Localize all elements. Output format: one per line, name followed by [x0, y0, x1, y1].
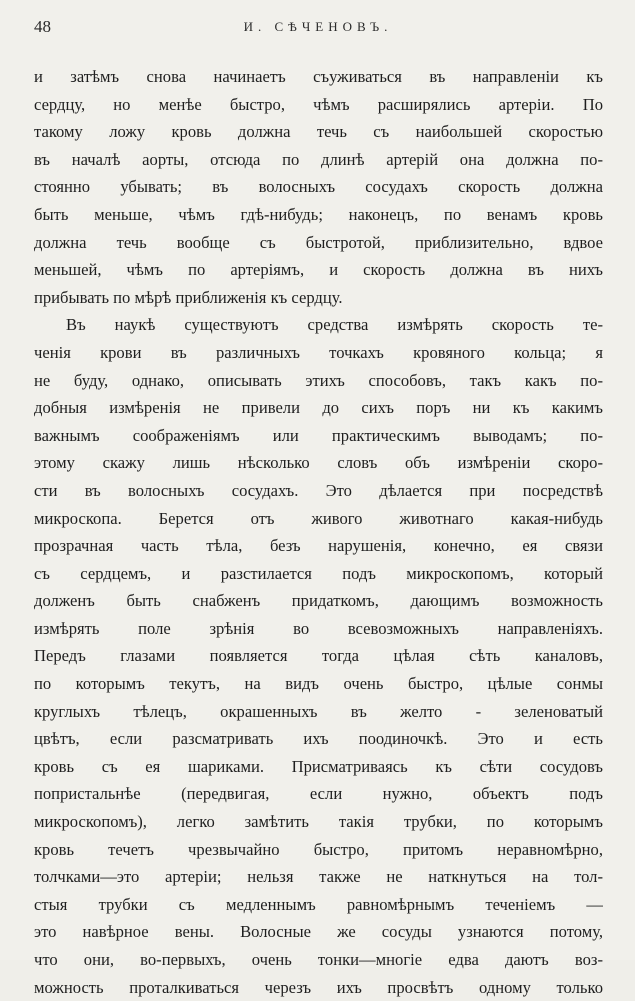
text-line: съ сердцемъ, и разстилается подъ микроскопомъ, который	[34, 563, 603, 583]
text-line: и затѣмъ снова начинаетъ съуживаться въ направленіи къ	[34, 67, 603, 86]
body-text	[34, 63, 603, 1001]
text-line: ченія крови въ различныхъ точкахъ кровяного кольца; я	[34, 342, 603, 362]
text-line: это навѣрное вены. Волосные же сосуды узнаются потому,	[34, 922, 603, 942]
text-line: круглыхъ тѣлецъ, окрашенныхъ въ желто - зеленоватый	[34, 701, 603, 721]
text-line: не буду, однако, описывать этихъ способовъ, такъ какъ по-	[34, 370, 603, 390]
text-line: стоянно убывать; въ волосныхъ сосудахъ скорость должна	[34, 177, 603, 197]
page-number: 48	[34, 17, 51, 36]
text-line: сти въ волосныхъ сосудахъ. Это дѣлается при посредствѣ	[34, 480, 603, 500]
text-line: Передъ глазами появляется тогда цѣлая сѣть каналовъ,	[34, 646, 603, 666]
text-line: кровь течетъ чрезвычайно быстро, притомъ неравномѣрно,	[34, 839, 603, 859]
running-head-author: И. СѢЧЕНОВЪ.	[243, 19, 393, 34]
text-line: кровь съ ея шариками. Присматриваясь къ сѣти сосудовъ	[34, 756, 603, 776]
text-line: сердцу, но менѣе быстро, чѣмъ расширялись артеріи. По	[34, 94, 603, 114]
text-line: что они, во-первыхъ, очень тонки—многіе едва даютъ воз-	[34, 950, 603, 969]
text-line: цвѣтъ, если разсматривать ихъ поодиночкѣ. Это и есть	[34, 729, 603, 749]
text-line: меньшей, чѣмъ по артеріямъ, и скорость должна въ нихъ	[34, 260, 603, 280]
text-line: быть меньше, чѣмъ гдѣ-нибудь; наконецъ, по венамъ кровь	[34, 204, 603, 224]
text-line: этому скажу лишь нѣсколько словъ объ измѣреніи скоро-	[34, 453, 603, 473]
text-line: попристальнѣе (передвигая, если нужно, объектъ подъ	[34, 784, 603, 804]
text-line: долженъ быть снабженъ придаткомъ, дающимъ возможность	[34, 591, 603, 611]
text-line: можность проталкиваться черезъ ихъ просвѣтъ одному только	[34, 977, 603, 997]
text-line: толчками—это артеріи; нельзя также не наткнуться на тол-	[34, 867, 603, 887]
text-line: добныя измѣренія не привели до сихъ поръ ни къ какимъ	[34, 398, 603, 418]
text-line: должна течь вообще съ быстротой, приблизительно, вдвое	[34, 232, 603, 252]
text-line: важнымъ соображеніямъ или практическимъ выводамъ; по-	[34, 425, 603, 445]
text-line: по которымъ текутъ, на видъ очень быстро, цѣлые сонмы	[34, 674, 603, 694]
paragraph-start-line: Въ наукѣ существуютъ средства измѣрять скорость те-	[66, 315, 603, 335]
text-line: микроскопомъ), легко замѣтить такія трубки, по которымъ	[34, 812, 603, 832]
text-line: такому ложу кровь должна течь съ наибольшей скоростью	[34, 122, 603, 142]
text-line: измѣрять поле зрѣнія во всевозможныхъ направленіяхъ.	[34, 618, 603, 638]
text-line: стыя трубки съ медленнымъ равномѣрнымъ теченіемъ —	[34, 894, 603, 914]
paragraph-end-line: прибывать по мѣрѣ приближенія къ сердцу.	[34, 287, 343, 307]
text-line: прозрачная часть тѣла, безъ нарушенія, конечно, ея связи	[34, 536, 603, 556]
running-head	[34, 17, 602, 41]
text-line: микроскопа. Берется отъ живого животнаго какая-нибудь	[34, 508, 603, 528]
text-line: въ началѣ аорты, отсюда по длинѣ артерій она должна по-	[34, 149, 603, 169]
